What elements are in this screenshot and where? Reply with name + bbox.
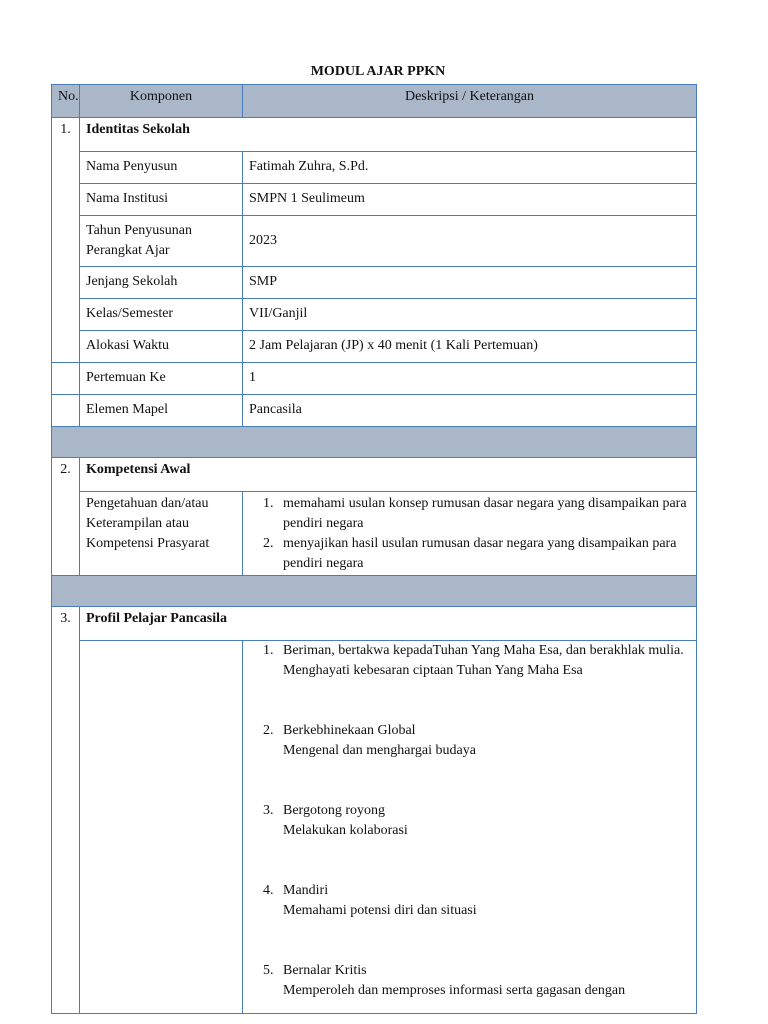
section-number: 2. (52, 458, 80, 576)
row-label: Jenjang Sekolah (80, 267, 243, 299)
table-row (52, 492, 697, 576)
profil-main: 2. Berkebhinekaan Global (283, 723, 416, 738)
row-label: Tahun Penyusunan Perangkat Ajar (80, 216, 243, 267)
table-row (52, 267, 697, 299)
list-item (277, 961, 690, 1001)
section-identitas-header (52, 118, 697, 152)
row-value: SMPN 1 Seulimeum (243, 184, 697, 216)
list-item (277, 881, 690, 921)
table-row (52, 299, 697, 331)
row-label: Nama Institusi (80, 184, 243, 216)
section-divider (52, 427, 697, 458)
header-komponen: Komponen (80, 85, 243, 118)
table-row (52, 184, 697, 216)
header-no: No. (52, 85, 80, 118)
profil-main: 5. Bernalar Kritis (283, 963, 367, 978)
table-header (52, 85, 697, 118)
document-title: MODUL AJAR PPKN (310, 64, 446, 79)
section-title: Kompetensi Awal (80, 458, 697, 492)
table-row (52, 641, 697, 1014)
list-item: 2. menyajikan hasil usulan rumusan dasar negara yang disampaikan para pendiri negara (277, 534, 690, 574)
section-kompetensi-header (52, 458, 697, 492)
row-label: Pengetahuan dan/atau Keterampilan atau Kompetensi Prasyarat (80, 492, 243, 576)
profil-sub: Menghayati kebesaran ciptaan Tuhan Yang Maha Esa (283, 663, 583, 678)
profil-list (243, 641, 697, 1014)
table-row (52, 331, 697, 363)
section-number: 3. (52, 607, 80, 1014)
module-table (51, 84, 697, 1014)
row-label: Elemen Mapel (80, 395, 243, 427)
section-title: Identitas Sekolah (80, 118, 697, 152)
row-value: Pancasila (243, 395, 697, 427)
list-item (277, 721, 690, 761)
row-label: Nama Penyusun (80, 152, 243, 184)
table-row (52, 152, 697, 184)
list-item (277, 801, 690, 841)
header-deskripsi: Deskripsi / Keterangan (243, 85, 697, 118)
profil-sub: Mengenal dan menghargai budaya (283, 743, 476, 758)
profil-main: 4. Mandiri (283, 883, 329, 898)
table-row (52, 395, 697, 427)
table-row (52, 363, 697, 395)
row-value: 1 (243, 363, 697, 395)
row-value: VII/Ganjil (243, 299, 697, 331)
row-label: Pertemuan Ke (80, 363, 243, 395)
section-profil-header (52, 607, 697, 641)
table-row (52, 216, 697, 267)
section-divider (52, 576, 697, 607)
profil-sub: Melakukan kolaborasi (283, 823, 408, 838)
row-label: Kelas/Semester (80, 299, 243, 331)
row-value: SMP (243, 267, 697, 299)
profil-main: 1. Beriman, bertakwa kepadaTuhan Yang Maha Esa, dan berakhlak mulia. (283, 643, 684, 658)
row-value: 2 Jam Pelajaran (JP) x 40 menit (1 Kali Pertemuan) (243, 331, 697, 363)
row-value: 2023 (243, 216, 697, 267)
kompetensi-list (243, 492, 697, 576)
section-title: Profil Pelajar Pancasila (80, 607, 697, 641)
section-number: 1. (52, 118, 80, 363)
profil-sub: Memperoleh dan memproses informasi serta gagasan dengan (283, 983, 626, 998)
list-item: 1. memahami usulan konsep rumusan dasar negara yang disampaikan para pendiri negara (277, 494, 690, 534)
row-label: Alokasi Waktu (80, 331, 243, 363)
profil-main: 3. Bergotong royong (283, 803, 386, 818)
list-item (277, 641, 690, 681)
profil-sub: Memahami potensi diri dan situasi (283, 903, 477, 918)
row-value: Fatimah Zuhra, S.Pd. (243, 152, 697, 184)
